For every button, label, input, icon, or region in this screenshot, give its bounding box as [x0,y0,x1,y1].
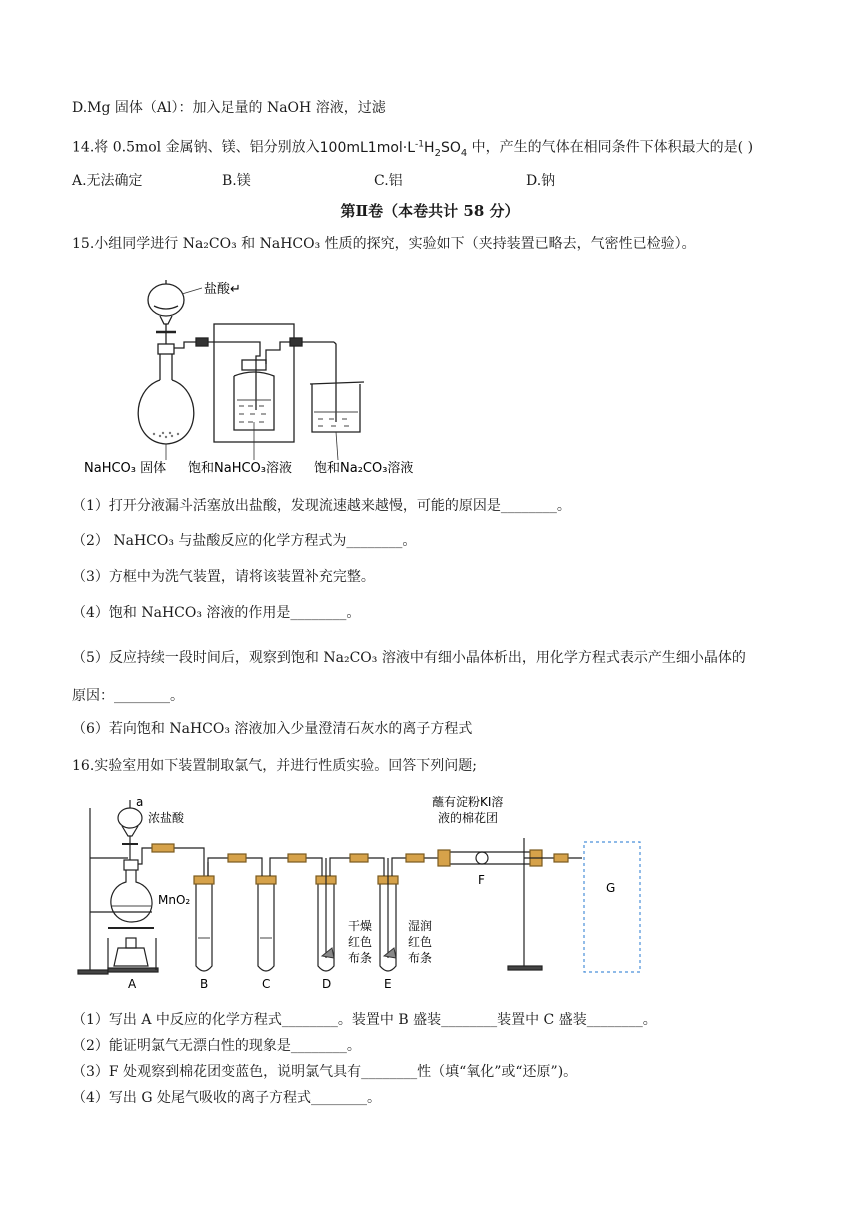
burner [114,948,148,966]
q14-expr-sub1: 2 [434,147,441,159]
q14-expr-a: 100mL1mol·L [319,139,416,156]
q16-apparatus-figure [72,788,672,994]
label-saturated-na2co3: 饱和Na₂CO₃溶液 [314,461,414,476]
q15-sub-6: （6）若向饱和 NaHCO₃ 溶液加入少量澄清石灰水的离子方程式 [72,721,473,737]
q14-expr-sub2: 4 [460,147,468,159]
label-saturated-nahco3: 饱和NaHCO₃溶液 [188,461,292,476]
cotton-ball [476,852,488,864]
label-dry-2: 红色 [348,935,373,949]
label-D: D [322,977,332,991]
q15-apparatus-figure [84,272,444,482]
tail-gas-box-g [584,842,640,972]
label-conc-hcl: 浓盐酸 [148,811,185,825]
q16-sub-4: （4）写出 G 处尾气吸收的离子方程式________。 [72,1090,381,1106]
label-C: C [262,977,271,991]
label-a: a [136,795,144,809]
q14-formula [319,139,468,159]
label-G: G [606,881,616,895]
q14-expr-c: SO [440,139,461,156]
q14-option-c: C.铝 [374,173,403,189]
q14-stem-prefix: 14.将 0.5mol 金属钠、镁、铝分别放入 [72,139,320,156]
q14-stem-suffix: 中，产生的气体在相同条件下体积最大的是( ) [467,139,754,156]
label-F: F [478,873,485,887]
label-E: E [384,977,392,991]
label-mno2: MnO₂ [158,893,191,907]
q15-sub-4: （4）饱和 NaHCO₃ 溶液的作用是________。 [72,605,361,621]
test-tube-b [196,880,212,971]
separatory-funnel-bulb [148,284,184,316]
label-wet-3: 布条 [408,951,433,965]
test-tube-c [258,880,274,971]
label-wet-1: 湿润 [408,919,433,933]
label-A: A [128,977,137,991]
q15-sub-5: （5）反应持续一段时间后，观察到饱和 Na₂CO₃ 溶液中有细小晶体析出，用化学方程式表示产生细小晶体的 [72,650,746,666]
wash-bottle [234,372,274,430]
round-bottom-flask [138,380,194,444]
section-title: 第Ⅱ卷（本卷共计 58 分） [340,202,520,220]
label-wet-2: 红色 [408,935,433,949]
label-dry-1: 干燥 [348,919,373,933]
q15-sub-1: （1）打开分液漏斗活塞放出盐酸，发现流速越来越慢，可能的原因是________。 [72,498,571,514]
q14-expr-sup: -1 [415,139,425,149]
label-B: B [200,977,209,991]
q16-sub-1: （1）写出 A 中反应的化学方程式________。装置中 B 盛装________装置中 C 盛装________。 [72,1012,657,1028]
q14-option-a: A.无法确定 [72,173,143,189]
q14-option-b: B.镁 [222,173,251,189]
glass-tube-f [444,852,536,864]
q15-sub-2: （2） NaHCO₃ 与盐酸反应的化学方程式为________。 [72,533,417,549]
label-cotton-1: 蘸有淀粉KI溶 [432,795,504,809]
q16-sub-2: （2）能证明氯气无漂白性的现象是________。 [72,1038,361,1054]
q15-sub-5-cont: 原因：________。 [72,688,184,704]
q13-option-d: D.Mg 固体（Al）：加入足量的 NaOH 溶液，过滤 [72,100,386,116]
q15-stem: 15.小组同学进行 Na₂CO₃ 和 NaHCO₃ 性质的探究，实验如下（夹持装置已略去，气密性已检验）。 [72,236,696,252]
label-hydrochloric-acid: 盐酸↵ [204,282,241,297]
flask-a [111,870,152,922]
q14-option-d: D.钠 [526,173,556,189]
q16-stem: 16.实验室用如下装置制取氯气，并进行性质实验。回答下列问题; [72,758,477,774]
q15-sub-3: （3）方框中为洗气装置，请将该装置补充完整。 [72,569,375,585]
q14-stem [72,134,753,163]
q14-expr-b: H [424,139,435,156]
label-dry-3: 布条 [348,951,373,965]
q16-sub-3: （3）F 处观察到棉花团变蓝色，说明氯气具有________性（填“氧化”或“还原”)。 [72,1064,578,1080]
label-cotton-2: 液的棉花团 [438,811,499,825]
label-nahco3-solid: NaHCO₃ 固体 [84,461,167,476]
